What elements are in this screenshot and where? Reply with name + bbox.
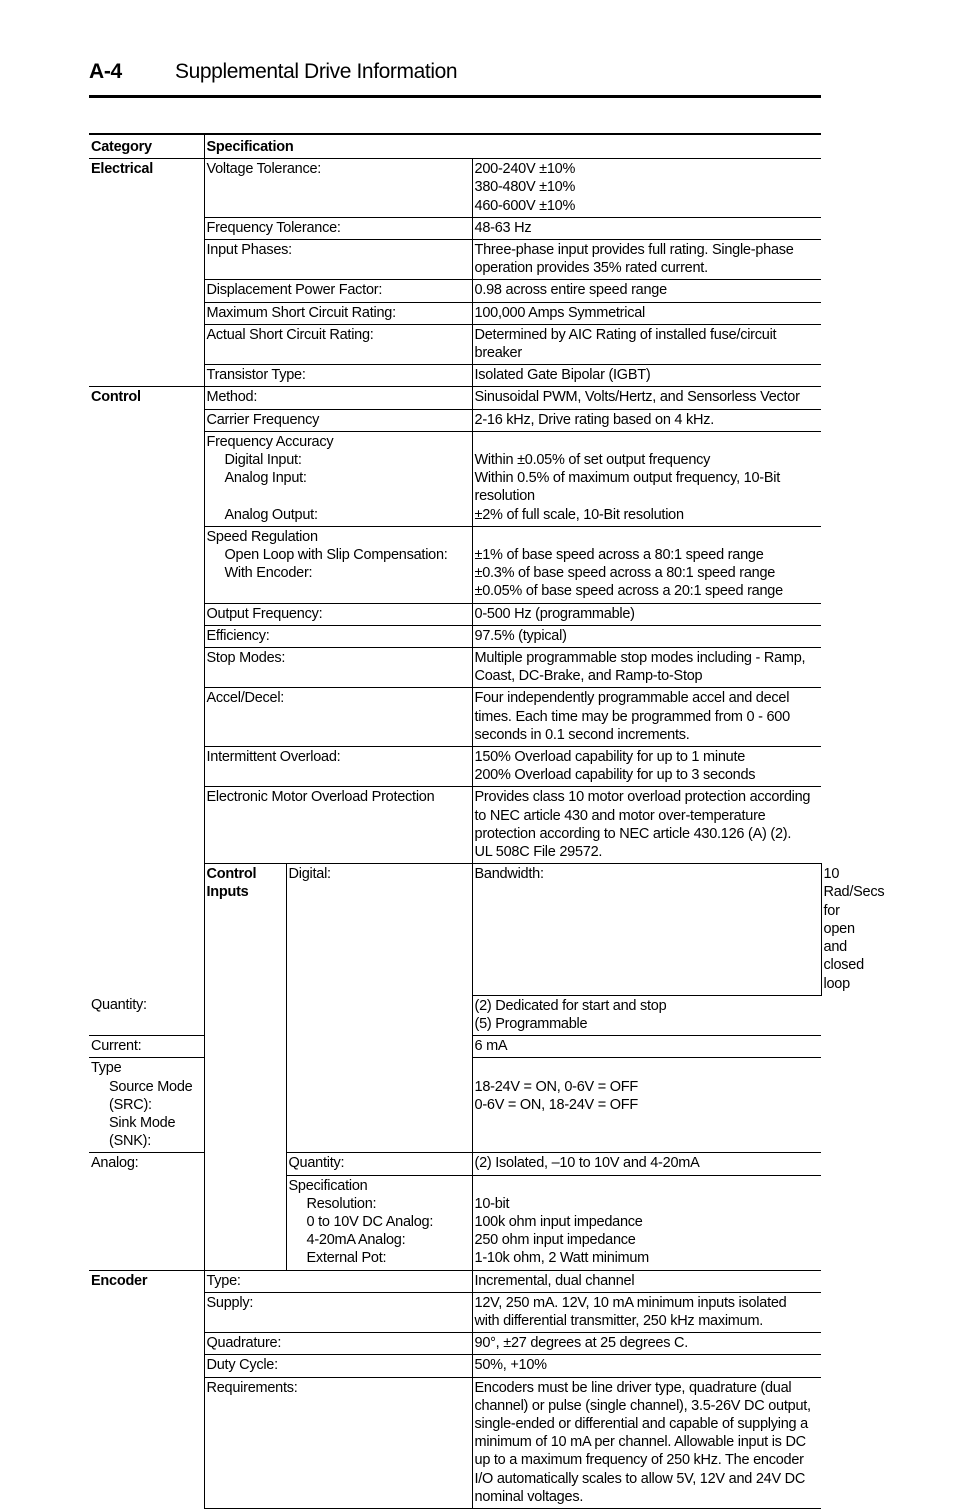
spec-label: Duty Cycle: — [204, 1355, 472, 1377]
page-title: Supplemental Drive Information — [175, 60, 458, 83]
spec-label: Requirements: — [204, 1377, 472, 1508]
spec-label: Supply: — [204, 1292, 472, 1332]
spec-value: 10-bit 100k ohm input impedance 250 ohm input impedance 1-10k ohm, 2 Watt minimum — [472, 1175, 821, 1270]
spec-label: Quantity: — [89, 995, 204, 1035]
spec-label: Type: — [204, 1270, 472, 1292]
spec-value: Isolated Gate Bipolar (IGBT) — [472, 365, 821, 387]
spec-label: Stop Modes: — [204, 648, 472, 688]
spec-label: Actual Short Circuit Rating: — [204, 324, 472, 364]
spec-label: Efficiency: — [204, 625, 472, 647]
spec-value: Sinusoidal PWM, Volts/Hertz, and Sensorless Vector — [472, 387, 821, 409]
spec-label: Frequency Accuracy Digital Input: Analog Input: Analog Output: — [204, 431, 472, 526]
spec-value: 100,000 Amps Symmetrical — [472, 302, 821, 324]
spec-value: ±1% of base speed across a 80:1 speed range ±0.3% of base speed across a 80:1 speed range ±0.05% of base speed across a 20:1 speed range — [472, 526, 821, 603]
spec-label: Quantity: — [286, 1153, 472, 1175]
spec-value: 6 mA — [472, 1036, 821, 1058]
spec-value: Encoders must be line driver type, quadrature (dual channel) or pulse (single channel), 3.5-26V DC output, single-ended or differential and capable of supplying a minimum of 10 mA per channel. Allowable input is DC up to a maximum frequency of 250 kHz. The encoder I/O automatically scales to allow 5V, 12V and 24V DC nominal voltages. — [472, 1377, 821, 1508]
specification-table — [89, 133, 885, 1509]
spec-label: Transistor Type: — [204, 365, 472, 387]
spec-label: Speed Regulation Open Loop with Slip Compensation: With Encoder: — [204, 526, 472, 603]
spec-label: Input Phases: — [204, 240, 472, 280]
spec-label: Frequency Tolerance: — [204, 217, 472, 239]
spec-label: Quadrature: — [204, 1333, 472, 1355]
spec-value: Incremental, dual channel — [472, 1270, 821, 1292]
spec-value: Four independently programmable accel and decel times. Each time may be programmed from 0 - 600 seconds in 0.1 second increments. — [472, 688, 821, 747]
spec-label: Electronic Motor Overload Protection — [204, 787, 472, 864]
column-header-specification: Specification — [204, 134, 821, 159]
spec-value: 200-240V ±10% 380-480V ±10% 460-600V ±10% — [472, 159, 821, 218]
spec-value: 0-500 Hz (programmable) — [472, 603, 821, 625]
spec-label: Displacement Power Factor: — [204, 280, 472, 302]
spec-value: Provides class 10 motor overload protection according to NEC article 430 and motor over-temperature protection according to NEC article 430.126 (A) (2). UL 508C File 29572. — [472, 787, 821, 864]
table-row — [89, 1153, 821, 1175]
table-row: Control Inputs Digital: Bandwidth: 10 Rad/Secs for open and closed loop — [89, 864, 821, 995]
spec-label: Output Frequency: — [204, 603, 472, 625]
spec-value: (2) Dedicated for start and stop (5) Programmable — [472, 995, 821, 1035]
spec-value: 90°, ±27 degrees at 25 degrees C. — [472, 1333, 821, 1355]
table-row — [89, 387, 821, 409]
spec-value: 150% Overload capability for up to 1 minute 200% Overload capability for up to 3 seconds — [472, 747, 821, 787]
page-number: A-4 — [89, 60, 122, 83]
spec-label: Current: — [89, 1036, 204, 1058]
category-control: Control — [89, 387, 204, 995]
spec-label: Bandwidth: — [472, 864, 821, 995]
spec-value: 97.5% (typical) — [472, 625, 821, 647]
table-row — [89, 1270, 821, 1292]
spec-label: Type Source Mode (SRC): Sink Mode (SNK): — [89, 1058, 204, 1153]
category-electrical: Electrical — [89, 159, 204, 387]
spec-value: 2-16 kHz, Drive rating based on 4 kHz. — [472, 409, 821, 431]
column-header-category: Category — [89, 134, 204, 159]
group-analog: Analog: — [89, 1153, 204, 1270]
spec-value: Within ±0.05% of set output frequency Within 0.5% of maximum output frequency, 10-Bit resolution ±2% of full scale, 10-Bit resolution — [472, 431, 821, 526]
spec-value: Three-phase input provides full rating. Single-phase operation provides 35% rated current. — [472, 240, 821, 280]
spec-label: Method: — [204, 387, 472, 409]
spec-value: 12V, 250 mA. 12V, 10 mA minimum inputs isolated with differential transmitter, 250 kHz maximum. — [472, 1292, 821, 1332]
spec-label: Carrier Frequency — [204, 409, 472, 431]
table-row — [89, 159, 821, 218]
spec-label: Accel/Decel: — [204, 688, 472, 747]
table-header-row — [89, 134, 821, 159]
category-control-inputs: Control Inputs — [204, 864, 286, 1270]
spec-label: Specification Resolution: 0 to 10V DC Analog: 4-20mA Analog: External Pot: — [286, 1175, 472, 1270]
spec-value: (2) Isolated, –10 to 10V and 4-20mA — [472, 1153, 821, 1175]
spec-value: 0.98 across entire speed range — [472, 280, 821, 302]
spec-value: 18-24V = ON, 0-6V = OFF 0-6V = ON, 18-24V = OFF — [472, 1058, 821, 1153]
spec-value: Multiple programmable stop modes including - Ramp, Coast, DC-Brake, and Ramp-to-Stop — [472, 648, 821, 688]
spec-value: Determined by AIC Rating of installed fuse/circuit breaker — [472, 324, 821, 364]
spec-label: Voltage Tolerance: — [204, 159, 472, 218]
spec-value: 48-63 Hz — [472, 217, 821, 239]
header-rule — [89, 95, 821, 98]
spec-label: Intermittent Overload: — [204, 747, 472, 787]
spec-value: 50%, +10% — [472, 1355, 821, 1377]
category-encoder: Encoder — [89, 1270, 204, 1508]
group-digital: Digital: — [286, 864, 472, 1153]
spec-label: Maximum Short Circuit Rating: — [204, 302, 472, 324]
